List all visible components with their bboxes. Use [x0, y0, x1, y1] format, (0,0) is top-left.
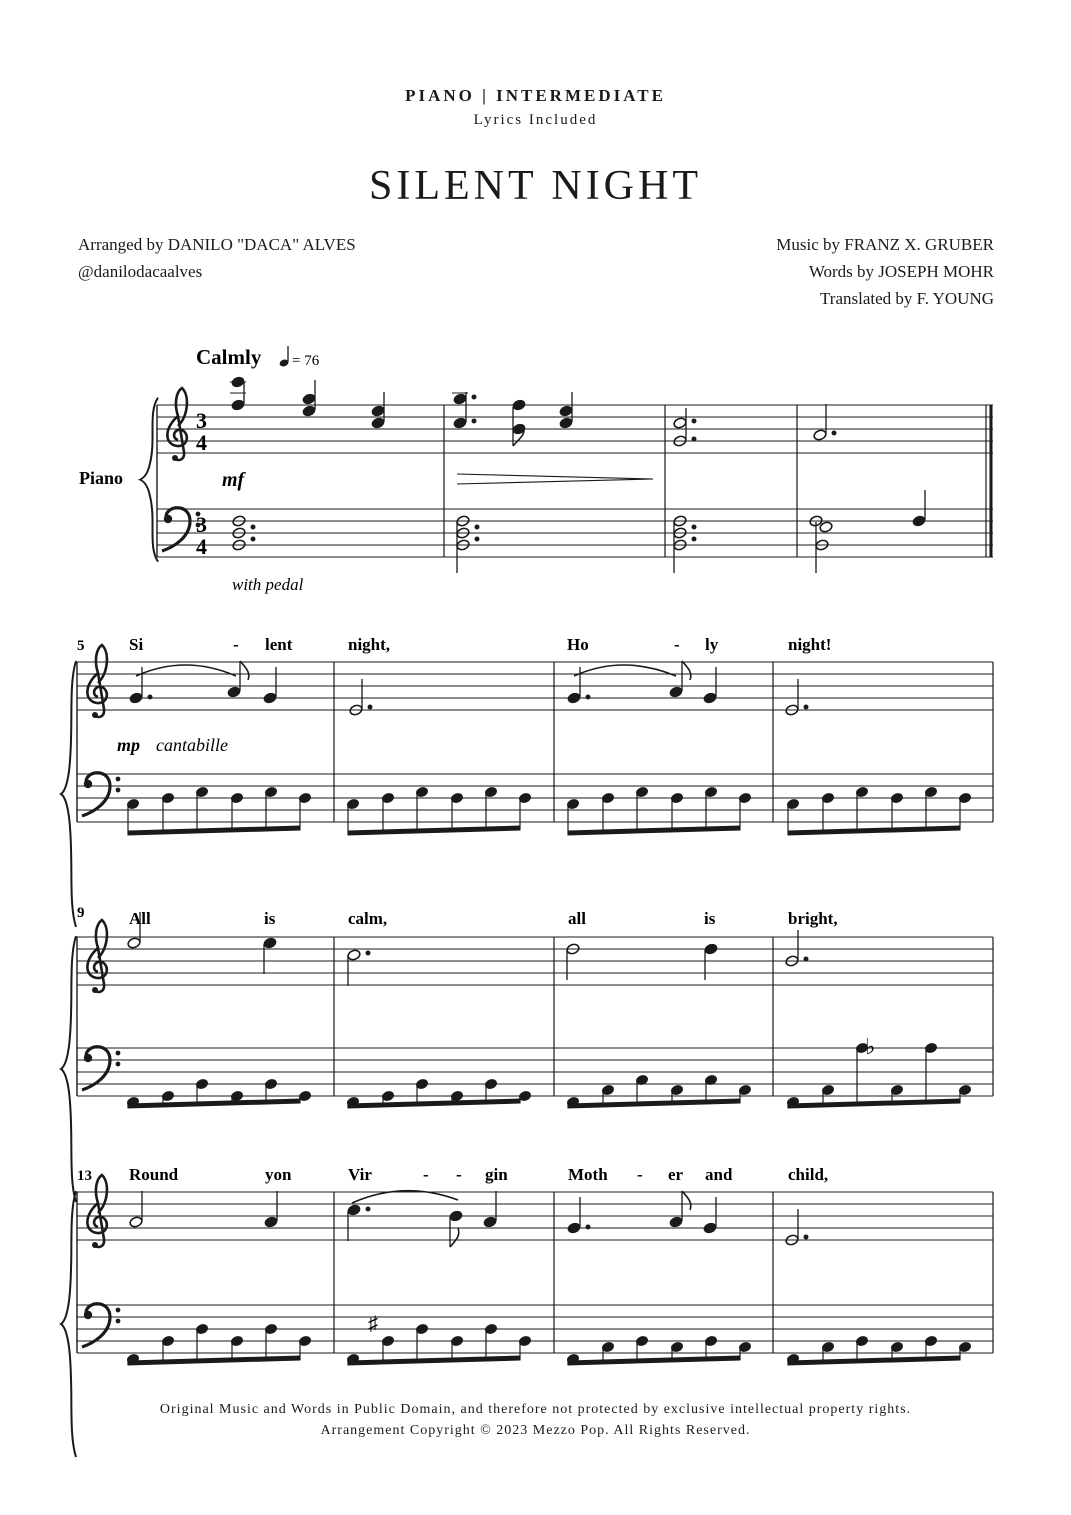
lyric-syllable: night, — [348, 635, 391, 654]
measure-number-9: 9 — [77, 905, 85, 921]
lyric-syllable: All — [129, 909, 151, 928]
subtitle: Lyrics Included — [473, 112, 598, 128]
bass-eighth-run — [566, 786, 751, 835]
lyric-hyphen: - — [456, 1165, 462, 1184]
arranger-name: Arranged by DANILO "DACA" ALVES — [78, 235, 356, 254]
treble-staff-3 — [77, 937, 993, 985]
note-beam — [348, 1356, 520, 1365]
bass-eighth-run — [126, 1078, 311, 1108]
instrument-label: Piano — [79, 468, 124, 488]
lyric-syllable: Si — [129, 635, 144, 654]
lyric-syllable: and — [705, 1165, 733, 1184]
treble-staff-4 — [77, 1192, 993, 1240]
brace-icon — [61, 936, 76, 1202]
lyric-syllable: is — [704, 909, 716, 928]
bass-staff-3 — [77, 1048, 993, 1096]
measure-number-5: 5 — [77, 638, 85, 654]
bass-staff-2 — [77, 774, 993, 822]
note-beam — [568, 1356, 740, 1365]
lyric-hyphen: - — [674, 635, 680, 654]
lyric-syllable: Moth — [568, 1165, 608, 1184]
music-credit: Music by FRANZ X. GRUBER — [776, 235, 994, 254]
arranger-handle: @danilodacaalves — [78, 262, 203, 281]
treble-clef-icon — [167, 388, 187, 461]
lyric-syllable: er — [668, 1165, 684, 1184]
footer-line-2: Arrangement Copyright © 2023 Mezzo Pop. All Rights Reserved. — [320, 1423, 751, 1438]
footer-line-1: Original Music and Words in Public Domain, and therefore not protected by exclusive intellectual property rights. — [159, 1402, 912, 1417]
treble-notes-1 — [230, 376, 836, 447]
decrescendo-hairpin — [457, 474, 653, 484]
lyrics-line-1 — [129, 635, 831, 654]
lyric-syllable: night! — [788, 635, 832, 654]
treble-notes-4 — [129, 1191, 808, 1247]
lyric-syllable: gin — [485, 1165, 508, 1184]
lyric-syllable: ly — [705, 635, 719, 654]
bass-staff-1 — [157, 509, 993, 557]
note-beam — [128, 1099, 300, 1108]
tempo-marking: Calmly — [196, 345, 262, 369]
lyric-hyphen: - — [423, 1165, 429, 1184]
bass-eighth-run — [346, 1078, 531, 1108]
lyrics-line-3 — [129, 1165, 828, 1184]
sharp-icon: ♯ — [368, 1313, 378, 1335]
lyric-syllable: Round — [129, 1165, 179, 1184]
lyric-syllable: bright, — [788, 909, 838, 928]
series-label: PIANO | INTERMEDIATE — [405, 86, 666, 105]
bass-eighth-run — [786, 1042, 971, 1108]
svg-text:4: 4 — [196, 430, 207, 455]
lyric-syllable: calm, — [348, 909, 388, 928]
lyric-syllable: child, — [788, 1165, 829, 1184]
page-title: SILENT NIGHT — [368, 163, 703, 209]
bass-staff-4 — [77, 1305, 993, 1353]
treble-clef-icon — [87, 920, 107, 993]
bass-notes-1 — [232, 490, 926, 573]
time-signature-treble — [196, 408, 207, 455]
bass-eighth-run — [126, 786, 311, 835]
svg-text:3: 3 — [196, 512, 207, 537]
note-beam — [348, 1099, 520, 1108]
system-2 — [61, 635, 993, 927]
copyright-footer — [0, 1399, 1071, 1441]
bass-eighth-run — [566, 1335, 751, 1365]
treble-staff-1 — [157, 405, 993, 453]
lyric-syllable: yon — [265, 1165, 292, 1184]
lyric-syllable: all — [568, 909, 586, 928]
lyric-hyphen: - — [233, 635, 239, 654]
flat-icon: ♭ — [865, 1034, 876, 1059]
expression-marking: cantabille — [156, 735, 228, 755]
bass-eighth-run — [566, 1074, 751, 1108]
svg-text:4: 4 — [196, 534, 207, 559]
lyric-syllable: Vir — [348, 1165, 372, 1184]
pedal-marking: with pedal — [232, 575, 304, 594]
note-beam — [568, 1099, 740, 1108]
treble-clef-icon — [87, 645, 107, 718]
bass-eighth-run — [786, 1335, 971, 1365]
bass-eighth-run — [346, 786, 531, 835]
brace-icon — [61, 661, 76, 927]
brace-icon — [140, 398, 158, 562]
quarter-note-icon — [279, 346, 290, 368]
lyrics-line-2 — [129, 909, 838, 928]
bass-eighth-run — [786, 786, 971, 835]
note-beam — [128, 1356, 300, 1365]
svg-text:3: 3 — [196, 408, 207, 433]
dynamic-mp: mp — [117, 735, 141, 755]
note-beam — [788, 1356, 960, 1365]
words-credit: Words by JOSEPH MOHR — [808, 262, 994, 281]
tempo-value: = 76 — [292, 353, 320, 369]
system-1 — [79, 345, 993, 594]
lyric-syllable: Ho — [567, 635, 589, 654]
measure-number-13: 13 — [77, 1168, 92, 1184]
dynamic-mf: mf — [222, 469, 245, 491]
lyric-syllable: is — [264, 909, 276, 928]
lyric-syllable: lent — [265, 635, 293, 654]
system-3 — [61, 905, 993, 1202]
treble-clef-icon — [87, 1175, 107, 1248]
time-signature-bass — [196, 512, 207, 559]
treble-notes-2 — [129, 661, 808, 716]
note-beam — [788, 1099, 960, 1108]
lyric-hyphen: - — [637, 1165, 643, 1184]
translation-credit: Translated by F. YOUNG — [820, 289, 994, 308]
